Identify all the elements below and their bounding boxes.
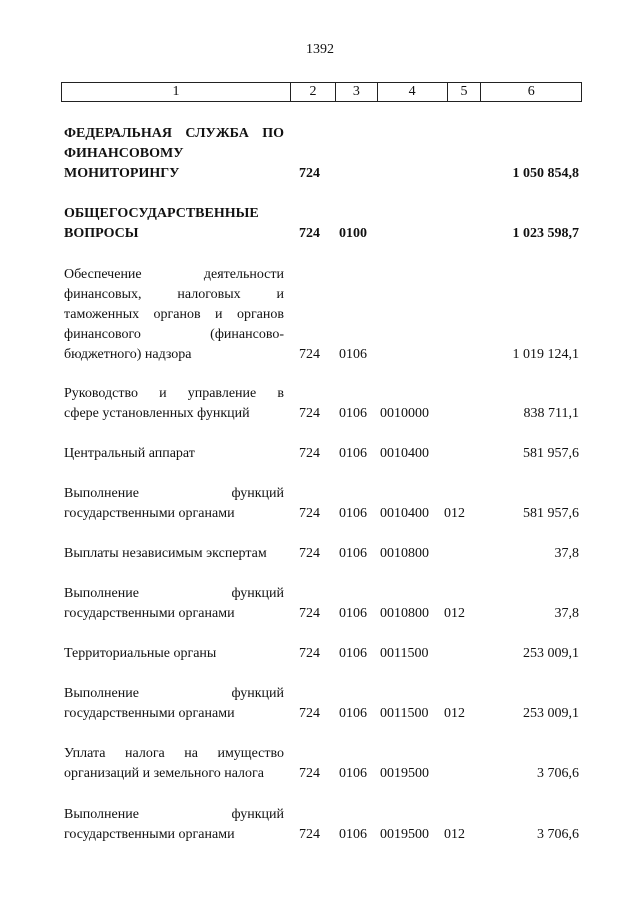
row-label-line: бюджетного) надзора [64, 347, 192, 362]
amount: 838 711,1 [523, 406, 579, 421]
row-label-line: Руководство и управление в [64, 386, 284, 401]
table-row [0, 384, 640, 424]
code-rz: 0106 [339, 827, 367, 842]
table-row [0, 584, 640, 624]
code-csr: 0010000 [380, 406, 429, 421]
code-gr: 724 [299, 166, 320, 181]
code-csr: 0019500 [380, 827, 429, 842]
row-label-line: государственными органами [64, 827, 235, 842]
row-label-line: финансового (финансово- [64, 327, 284, 342]
row-label [64, 384, 284, 424]
header-col-4: 4 [378, 83, 448, 101]
code-vr: 012 [444, 827, 465, 842]
row-label [64, 124, 284, 184]
table-row [0, 265, 640, 365]
row-label-line: Уплата налога на имущество [64, 746, 284, 761]
code-gr: 724 [299, 347, 320, 362]
table-row [0, 805, 640, 845]
header-col-6: 6 [527, 84, 535, 99]
amount: 1 050 854,8 [512, 166, 579, 181]
amount: 253 009,1 [523, 646, 579, 661]
code-rz: 0106 [339, 446, 367, 461]
code-gr: 724 [299, 446, 320, 461]
row-label [64, 265, 284, 365]
row-label [64, 805, 284, 845]
code-gr: 724 [299, 226, 320, 241]
row-label [64, 544, 284, 564]
table-row [0, 644, 640, 664]
code-vr: 012 [444, 706, 465, 721]
row-label-line: Обеспечение деятельности [64, 267, 284, 282]
row-label-line: Территориальные органы [64, 646, 217, 661]
row-label-line: организаций и земельного налога [64, 766, 264, 781]
code-csr: 0011500 [380, 706, 429, 721]
table-row [0, 124, 640, 184]
row-label-line: Выполнение функций [64, 807, 284, 822]
row-label [64, 204, 284, 244]
code-gr: 724 [299, 766, 320, 781]
amount: 37,8 [554, 606, 579, 621]
row-label-line: Выполнение функций [64, 686, 284, 701]
row-label [64, 444, 284, 464]
code-csr: 0011500 [380, 646, 429, 661]
row-label-line: Выплаты независимым экспертам [64, 546, 267, 561]
amount: 581 957,6 [523, 446, 579, 461]
code-gr: 724 [299, 706, 320, 721]
header-col-5: 5 [448, 83, 482, 101]
amount: 581 957,6 [523, 506, 579, 521]
row-label-line: Центральный аппарат [64, 446, 195, 461]
header-col-2: 2 [291, 83, 336, 101]
row-label-line: ФЕДЕРАЛЬНАЯ СЛУЖБА ПО [64, 126, 284, 141]
row-label-line: финансовых, налоговых и [64, 287, 284, 302]
amount: 37,8 [554, 546, 579, 561]
code-csr: 0010400 [380, 446, 429, 461]
code-gr: 724 [299, 827, 320, 842]
row-label [64, 584, 284, 624]
table-row [0, 744, 640, 784]
row-label-line: таможенных органов и органов [64, 307, 284, 322]
code-csr: 0010400 [380, 506, 429, 521]
code-csr: 0019500 [380, 766, 429, 781]
code-rz: 0106 [339, 546, 367, 561]
header-col-1: 1 [62, 83, 291, 101]
code-gr: 724 [299, 606, 320, 621]
amount: 3 706,6 [537, 766, 579, 781]
header-col-3: 3 [336, 83, 378, 101]
row-label [64, 484, 284, 524]
page-number: 1392 [306, 42, 334, 57]
code-rz: 0106 [339, 347, 367, 362]
code-rz: 0106 [339, 766, 367, 781]
row-label-line: ОБЩЕГОСУДАРСТВЕННЫЕ [64, 206, 259, 221]
table-row [0, 484, 640, 524]
code-rz: 0106 [339, 506, 367, 521]
table-row [0, 544, 640, 564]
code-rz: 0100 [339, 226, 367, 241]
code-csr: 0010800 [380, 606, 429, 621]
code-vr: 012 [444, 606, 465, 621]
table-row [0, 444, 640, 464]
row-label-line: Выполнение функций [64, 586, 284, 601]
table-row [0, 684, 640, 724]
code-rz: 0106 [339, 646, 367, 661]
code-rz: 0106 [339, 406, 367, 421]
row-label-line: ФИНАНСОВОМУ [64, 146, 184, 161]
row-label-line: ВОПРОСЫ [64, 226, 139, 241]
code-csr: 0010800 [380, 546, 429, 561]
code-gr: 724 [299, 646, 320, 661]
code-rz: 0106 [339, 706, 367, 721]
row-label-line: МОНИТОРИНГУ [64, 166, 180, 181]
row-label-line: государственными органами [64, 706, 235, 721]
amount: 1 019 124,1 [512, 347, 579, 362]
amount: 1 023 598,7 [512, 226, 579, 241]
row-label-line: государственными органами [64, 506, 235, 521]
row-label [64, 644, 284, 664]
row-label-line: сфере установленных функций [64, 406, 250, 421]
amount: 3 706,6 [537, 827, 579, 842]
code-rz: 0106 [339, 606, 367, 621]
code-gr: 724 [299, 406, 320, 421]
code-vr: 012 [444, 506, 465, 521]
table-header [61, 82, 582, 102]
row-label-line: государственными органами [64, 606, 235, 621]
amount: 253 009,1 [523, 706, 579, 721]
code-gr: 724 [299, 506, 320, 521]
row-label [64, 684, 284, 724]
code-gr: 724 [299, 546, 320, 561]
row-label-line: Выполнение функций [64, 486, 284, 501]
table-row [0, 204, 640, 244]
row-label [64, 744, 284, 784]
